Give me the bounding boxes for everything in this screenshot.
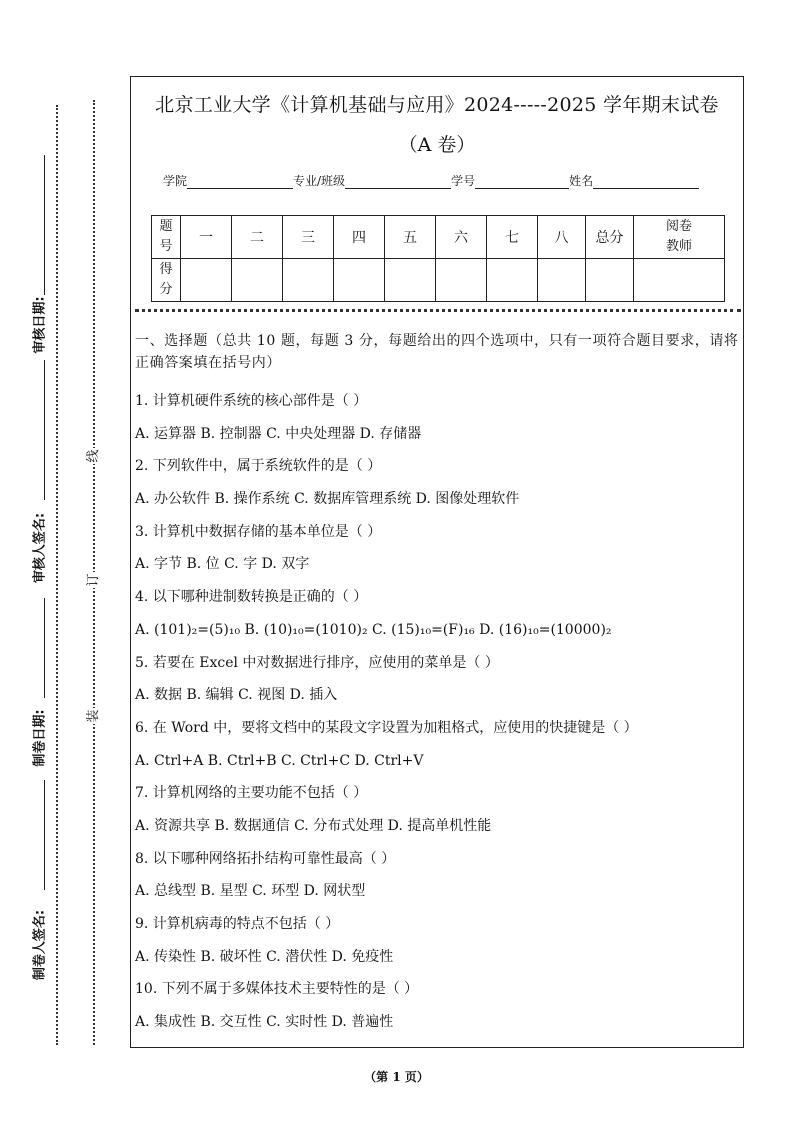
score-cell[interactable] [586,259,634,302]
question-options: A. 字节 B. 位 C. 字 D. 双字 [135,556,310,573]
question-options: A. 数据 B. 编辑 C. 视图 D. 插入 [135,687,338,704]
preparer-sign-label: 制卷人签名: [32,909,48,981]
college-field[interactable] [187,174,293,189]
question-stem: 1. 计算机硬件系统的核心部件是（ ） [135,393,368,409]
question-stem: 3. 计算机中数据存储的基本单位是（ ） [135,523,382,540]
id-label: 学号 [451,174,476,188]
question-section [135,330,739,1039]
question-options: A. 总线型 B. 星型 C. 环型 D. 网状型 [135,883,366,900]
question-options: A. 办公软件 B. 操作系统 C. 数据库管理系统 D. 图像处理软件 [135,491,520,508]
score-cell[interactable] [436,259,487,302]
review-date-line [44,155,45,295]
college-label: 学院 [163,174,188,188]
question-options: A. Ctrl+A B. Ctrl+B C. Ctrl+C D. Ctrl+V [135,752,424,769]
score-table-row1-label: 题 号 [152,216,181,259]
major-field[interactable] [345,174,451,189]
question-stem: 5. 若要在 Excel 中对数据进行排序，应使用的菜单是（ ） [135,654,499,671]
question-stem: 7. 计算机网络的主要功能不包括（ ） [135,785,368,802]
score-col-8: 八 [538,216,586,259]
prepare-date-label: 制卷日期: [32,709,48,767]
score-cell[interactable] [538,259,586,302]
score-cell[interactable] [334,259,385,302]
score-col-2: 二 [232,216,283,259]
question-stem: 8. 以下哪种网络拓扑结构可靠性最高（ ） [135,850,396,867]
score-col-4: 四 [334,216,385,259]
score-cell[interactable] [181,259,232,302]
score-col-grader: 阅卷 教师 [634,216,725,259]
name-field[interactable] [593,174,699,189]
score-col-total: 总分 [586,216,634,259]
prepare-date-line [44,598,45,698]
score-col-3: 三 [283,216,334,259]
score-col-7: 七 [487,216,538,259]
header-separator [135,309,741,312]
question-options: A. 传染性 B. 破坏性 C. 潜伏性 D. 免疫性 [135,948,394,965]
score-col-6: 六 [436,216,487,259]
question-options: A. (101)₂=(5)₁₀ B. (10)₁₀=(1010)₂ C. (15)₁₀=(F)₁₆ D. (16)₁₀=(10000)₂ [135,621,612,638]
exam-subtitle: （A 卷） [398,134,476,156]
question-stem: 9. 计算机病毒的特点不包括（ ） [135,916,340,932]
binding-mark-ding: 订 [86,573,101,587]
preparer-sign-line [44,780,45,890]
major-label: 专业/班级 [293,174,346,188]
question-stem: 2. 下列软件中，属于系统软件的是（ ） [135,458,382,475]
binding-mark-zhuang: 装 [86,709,101,723]
score-table [151,215,725,302]
reviewer-sign-label: 审核人签名: [32,512,48,584]
review-date-label: 审核日期: [32,296,48,354]
score-cell[interactable] [232,259,283,302]
score-col-5: 五 [385,216,436,259]
question-stem: 10. 下列不属于多媒体技术主要特性的是（ ） [135,981,419,998]
score-cell[interactable] [283,259,334,302]
question-stem: 4. 以下哪种进制数转换是正确的（ ） [135,589,368,606]
score-cell[interactable] [634,259,725,302]
exam-title: 北京工业大学《计算机基础与应用》2024-----2025 学年期末试卷 [155,94,719,116]
question-lines [135,385,739,1039]
score-col-1: 一 [181,216,232,259]
score-table-row2-label: 得 分 [152,259,181,302]
student-info-row [163,172,699,189]
student-id-field[interactable] [475,174,569,189]
binding-dotted-line-outer [56,105,58,1045]
question-stem: 6. 在 Word 中，要将文档中的某段文字设置为加粗格式，应使用的快捷键是（ ） [135,719,638,736]
page-footer: （第 1 页） [364,1070,429,1084]
score-cell[interactable] [487,259,538,302]
question-options: A. 资源共享 B. 数据通信 C. 分布式处理 D. 提高单机性能 [135,817,492,834]
name-label: 姓名 [569,174,594,188]
score-table-header-row [152,216,725,259]
score-cell[interactable] [385,259,436,302]
binding-mark-line: 线 [86,449,101,463]
question-options: A. 运算器 B. 控制器 C. 中央处理器 D. 存储器 [135,425,422,442]
question-options: A. 集成性 B. 交互性 C. 实时性 D. 普遍性 [135,1014,394,1031]
reviewer-sign-line [44,360,45,500]
score-table-score-row [152,259,725,302]
section-intro: 一、选择题（总共 10 题，每题 3 分，每题给出的四个选项中，只有一项符合题目要求，请将正确答案填在括号内） [135,333,739,371]
